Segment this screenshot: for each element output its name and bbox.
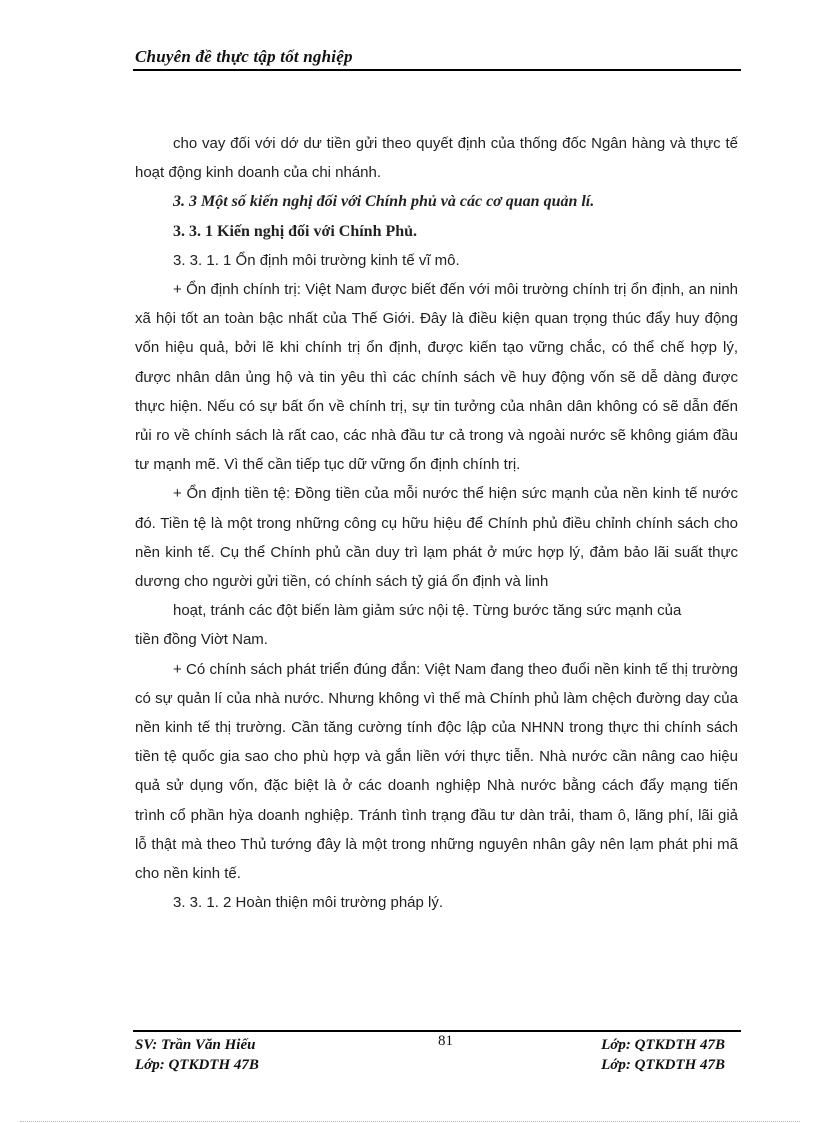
footer-student-name: SV: Trần Văn Hiếu [135, 1037, 256, 1053]
section-heading: 3. 3 Một số kiến nghị đối với Chính phủ và các cơ quan quản lí. [173, 193, 595, 211]
footer-class-right-2: Lớp: QTKDTH 47B [601, 1057, 725, 1073]
footer-class-right-1: Lớp: QTKDTH 47B [601, 1037, 725, 1053]
header-rule [133, 69, 741, 71]
subsubsection-heading-legal: 3. 3. 1. 2 Hoàn thiện môi trường pháp lý. [173, 894, 444, 912]
header-title: Chuyên đề thực tập tốt nghiệp [135, 47, 353, 66]
paragraph-monetary-end: tiền đồng Viờt Nam. [135, 631, 268, 649]
paragraph-development-policy: + Có chính sách phát triển đúng đắn: Việt Nam đang theo đuổi nền kinh tế thị trường có sự quản lí của nhà nước. Nhưng không vì thế mà Chính phủ làm chệch đường day của nền kinh tế thị trường. Cần tăng cường tính độc lập của NHNN trong thực thi chính sách tiền tệ quốc gia sao cho phù hợp và gắn liền với thực tiễn. Nhà nước cần nâng cao hiệu quả sử dụng vốn, đặc biệt là ở các doanh nghiệp Nhà nước bằng cách đẩy mạng tiến trình cổ phần hỳa doanh nghiệp. Tránh tình trạng đầu tư dàn trải, tham ô, lãng phí, lãi giả lỗ thật mà theo Thủ tướng đây là một trong những nguyên nhân gây nên lạm phát phi mã cho nền kinh tế. [135, 660, 738, 883]
paragraph-political-stability: + Ổn định chính trị: Việt Nam được biết đến với môi trường chính trị ổn định, an ninh xã hội tốt an toàn bậc nhất của Thế Giới. Đây là điều kiện quan trọng thúc đẩy huy động vốn hiệu quả, bởi lẽ khi chính trị ổn định, được kiến tạo vững chắc, có thể chế hợp lý, được nhân dân ủng hộ và tin yêu thì các chính sách về huy động vốn sẽ dễ dàng được thực hiện. Nếu có sự bất ổn về chính trị, sự tin tưởng của nhân dân không có sẽ dẫn đến rủi ro về chính sách là rất cao, các nhà đầu tư cả trong và ngoài nước sẽ không giám đầu tư mạnh mẽ. Vì thế cần tiếp tục dữ vững ổn định chính trị. [135, 281, 738, 474]
footer-rule [133, 1030, 741, 1032]
paragraph-continued: cho vay đối với dớ dư tiền gửi theo quyết định của thống đốc Ngân hàng và thực tế hoạt động kinh doanh của chi nhánh. [135, 135, 738, 182]
footer-class-left: Lớp: QTKDTH 47B [135, 1057, 259, 1073]
subsubsection-heading: 3. 3. 1. 1 Ổn định môi trường kinh tế vĩ mô. [173, 251, 460, 269]
subsection-heading: 3. 3. 1 Kiến nghị đối với Chính Phủ. [173, 222, 418, 240]
document-body [135, 129, 738, 917]
page-number: 81 [438, 1033, 453, 1049]
paragraph-monetary-continued: hoạt, tránh các đột biến làm giảm sức nội tệ. Từng bước tăng sức mạnh của [173, 602, 682, 620]
paragraph-monetary-stability: + Ổn định tiền tệ: Đồng tiền của mỗi nước thể hiện sức mạnh của nền kinh tế nước đó. Tiền tệ là một trong những công cụ hữu hiệu để Chính phủ điều chỉnh chính sách cho nền kinh tế. Cụ thể Chính phủ cần duy trì lạm phát ở mức hợp lý, đảm bảo lãi suất thực dương cho người gửi tiền, có chính sách tỷ giá ổn định và linh [135, 485, 738, 591]
page-bottom-border [20, 1121, 800, 1122]
